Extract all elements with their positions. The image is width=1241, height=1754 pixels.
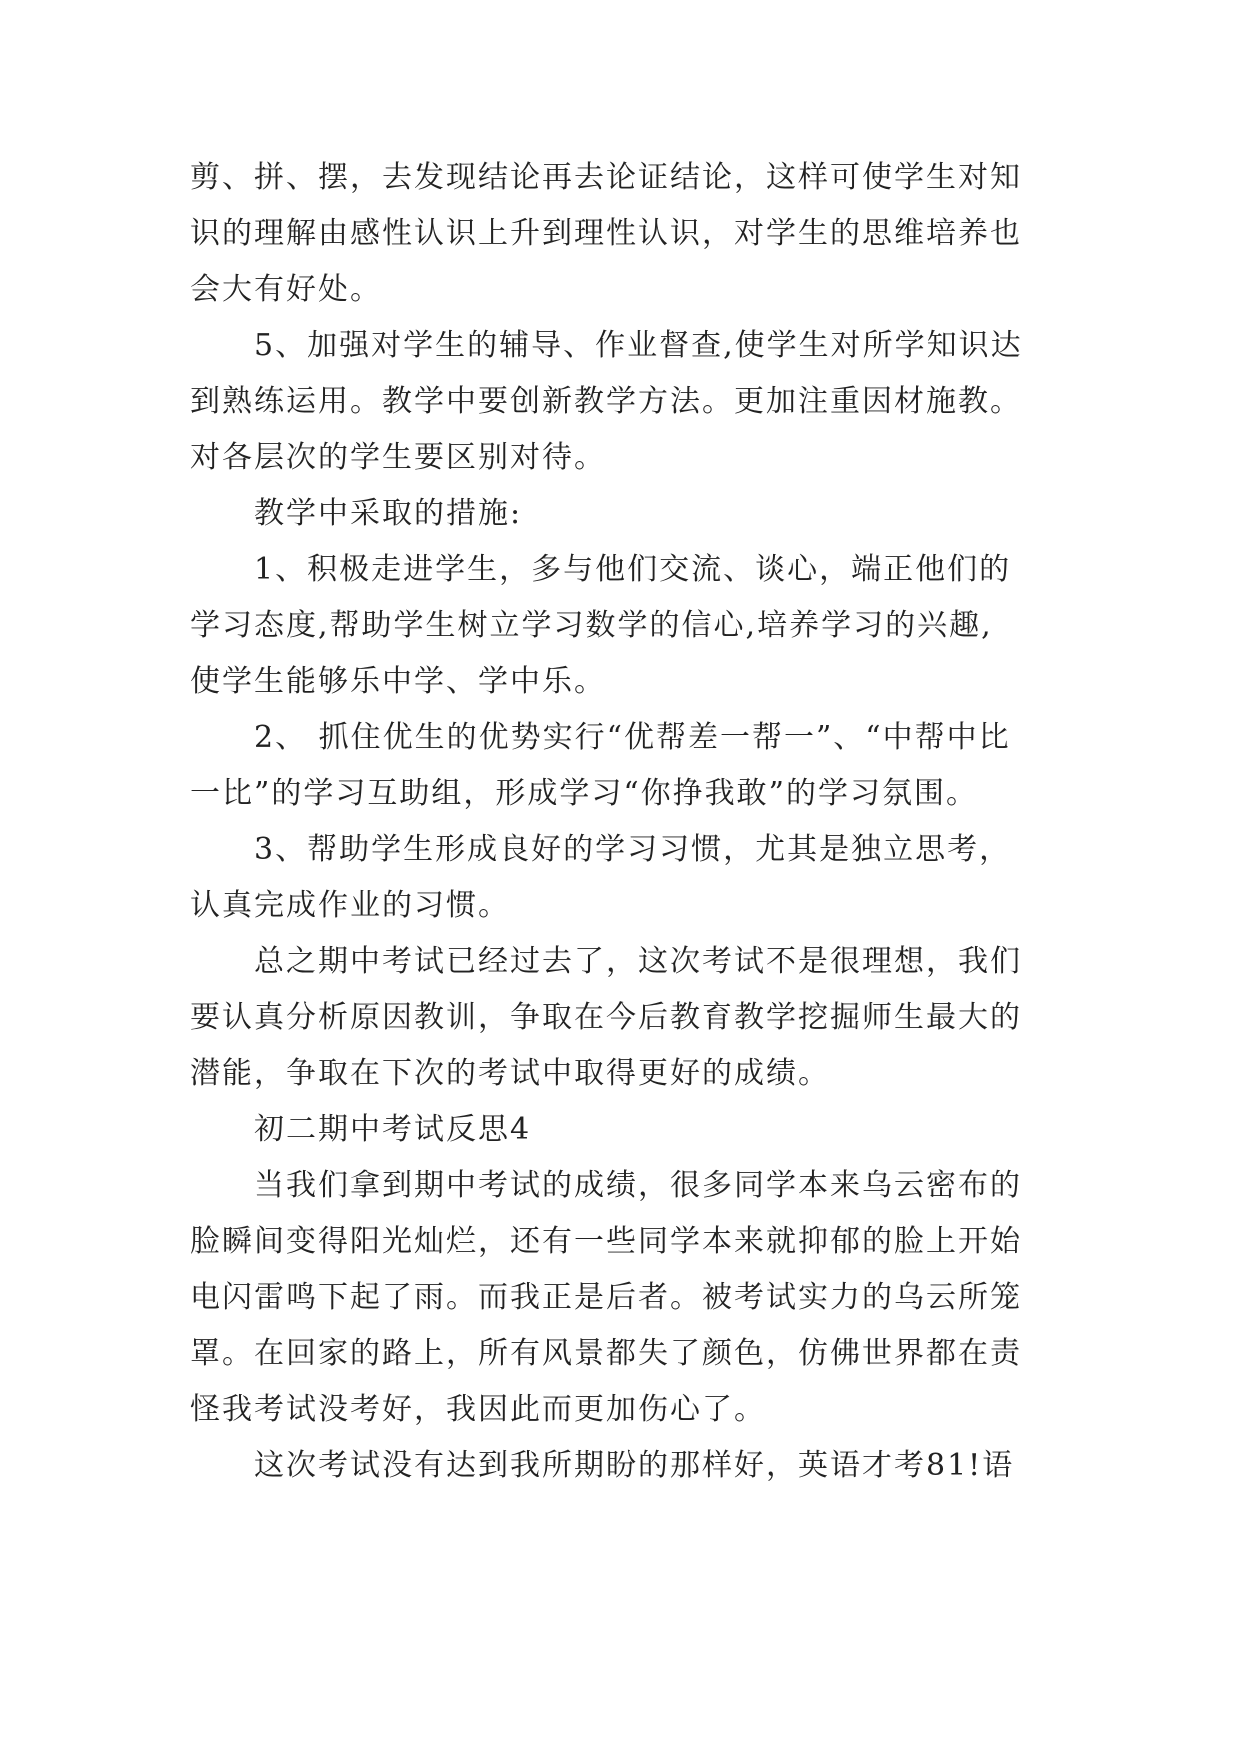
paragraph-8 bbox=[190, 1102, 1060, 1158]
text-line: 罩。在回家的路上，所有风景都失了颜色，仿佛世界都在责 bbox=[190, 1336, 1022, 1371]
section-label: 教学中采取的措施: bbox=[254, 496, 523, 531]
paragraph-3 bbox=[190, 486, 1060, 542]
text-line: 怪我考试没考好，我因此而更加伤心了。 bbox=[190, 1392, 766, 1427]
text-line: 5、加强对学生的辅导、作业督查,使学生对所学知识达 bbox=[254, 328, 1023, 363]
paragraph-7 bbox=[190, 934, 1060, 1102]
text-line: 到熟练运用。教学中要创新教学方法。更加注重因材施教。 bbox=[190, 384, 1022, 419]
paragraph-9 bbox=[190, 1158, 1060, 1438]
text-line: 3、帮助学生形成良好的学习习惯，尤其是独立思考， bbox=[254, 832, 1012, 867]
paragraph-6 bbox=[190, 822, 1060, 934]
text-line: 学习态度,帮助学生树立学习数学的信心,培养学习的兴趣, bbox=[190, 608, 993, 643]
text-line: 会大有好处。 bbox=[190, 272, 382, 307]
text-line: 潜能，争取在下次的考试中取得更好的成绩。 bbox=[190, 1056, 830, 1091]
text-line: 对各层次的学生要区别对待。 bbox=[190, 440, 606, 475]
text-line: 电闪雷鸣下起了雨。而我正是后者。被考试实力的乌云所笼 bbox=[190, 1280, 1022, 1315]
text-line: 脸瞬间变得阳光灿烂，还有一些同学本来就抑郁的脸上开始 bbox=[190, 1224, 1022, 1259]
text-line: 这次考试没有达到我所期盼的那样好，英语才考81!语 bbox=[254, 1448, 1015, 1483]
document-body bbox=[190, 150, 1060, 1494]
paragraph-5 bbox=[190, 710, 1060, 822]
text-line: 一比”的学习互助组，形成学习“你挣我敢”的学习氛围。 bbox=[190, 776, 979, 811]
text-line: 识的理解由感性认识上升到理性认识，对学生的思维培养也 bbox=[190, 216, 1022, 251]
paragraph-2 bbox=[190, 318, 1060, 486]
paragraph-10 bbox=[190, 1438, 1060, 1494]
text-line: 总之期中考试已经过去了，这次考试不是很理想，我们 bbox=[254, 944, 1022, 979]
paragraph-4 bbox=[190, 542, 1060, 710]
text-line: 1、积极走进学生，多与他们交流、谈心，端正他们的 bbox=[254, 552, 1012, 587]
section-heading: 初二期中考试反思4 bbox=[254, 1112, 532, 1147]
text-line: 2、 抓住优生的优势实行“优帮差一帮一”、“中帮中比 bbox=[254, 720, 1011, 755]
text-line: 要认真分析原因教训，争取在今后教育教学挖掘师生最大的 bbox=[190, 1000, 1022, 1035]
text-line: 剪、拼、摆，去发现结论再去论证结论，这样可使学生对知 bbox=[190, 160, 1022, 195]
paragraph-1 bbox=[190, 150, 1060, 318]
text-line: 认真完成作业的习惯。 bbox=[190, 888, 510, 923]
text-line: 使学生能够乐中学、学中乐。 bbox=[190, 664, 606, 699]
text-line: 当我们拿到期中考试的成绩，很多同学本来乌云密布的 bbox=[254, 1168, 1022, 1203]
